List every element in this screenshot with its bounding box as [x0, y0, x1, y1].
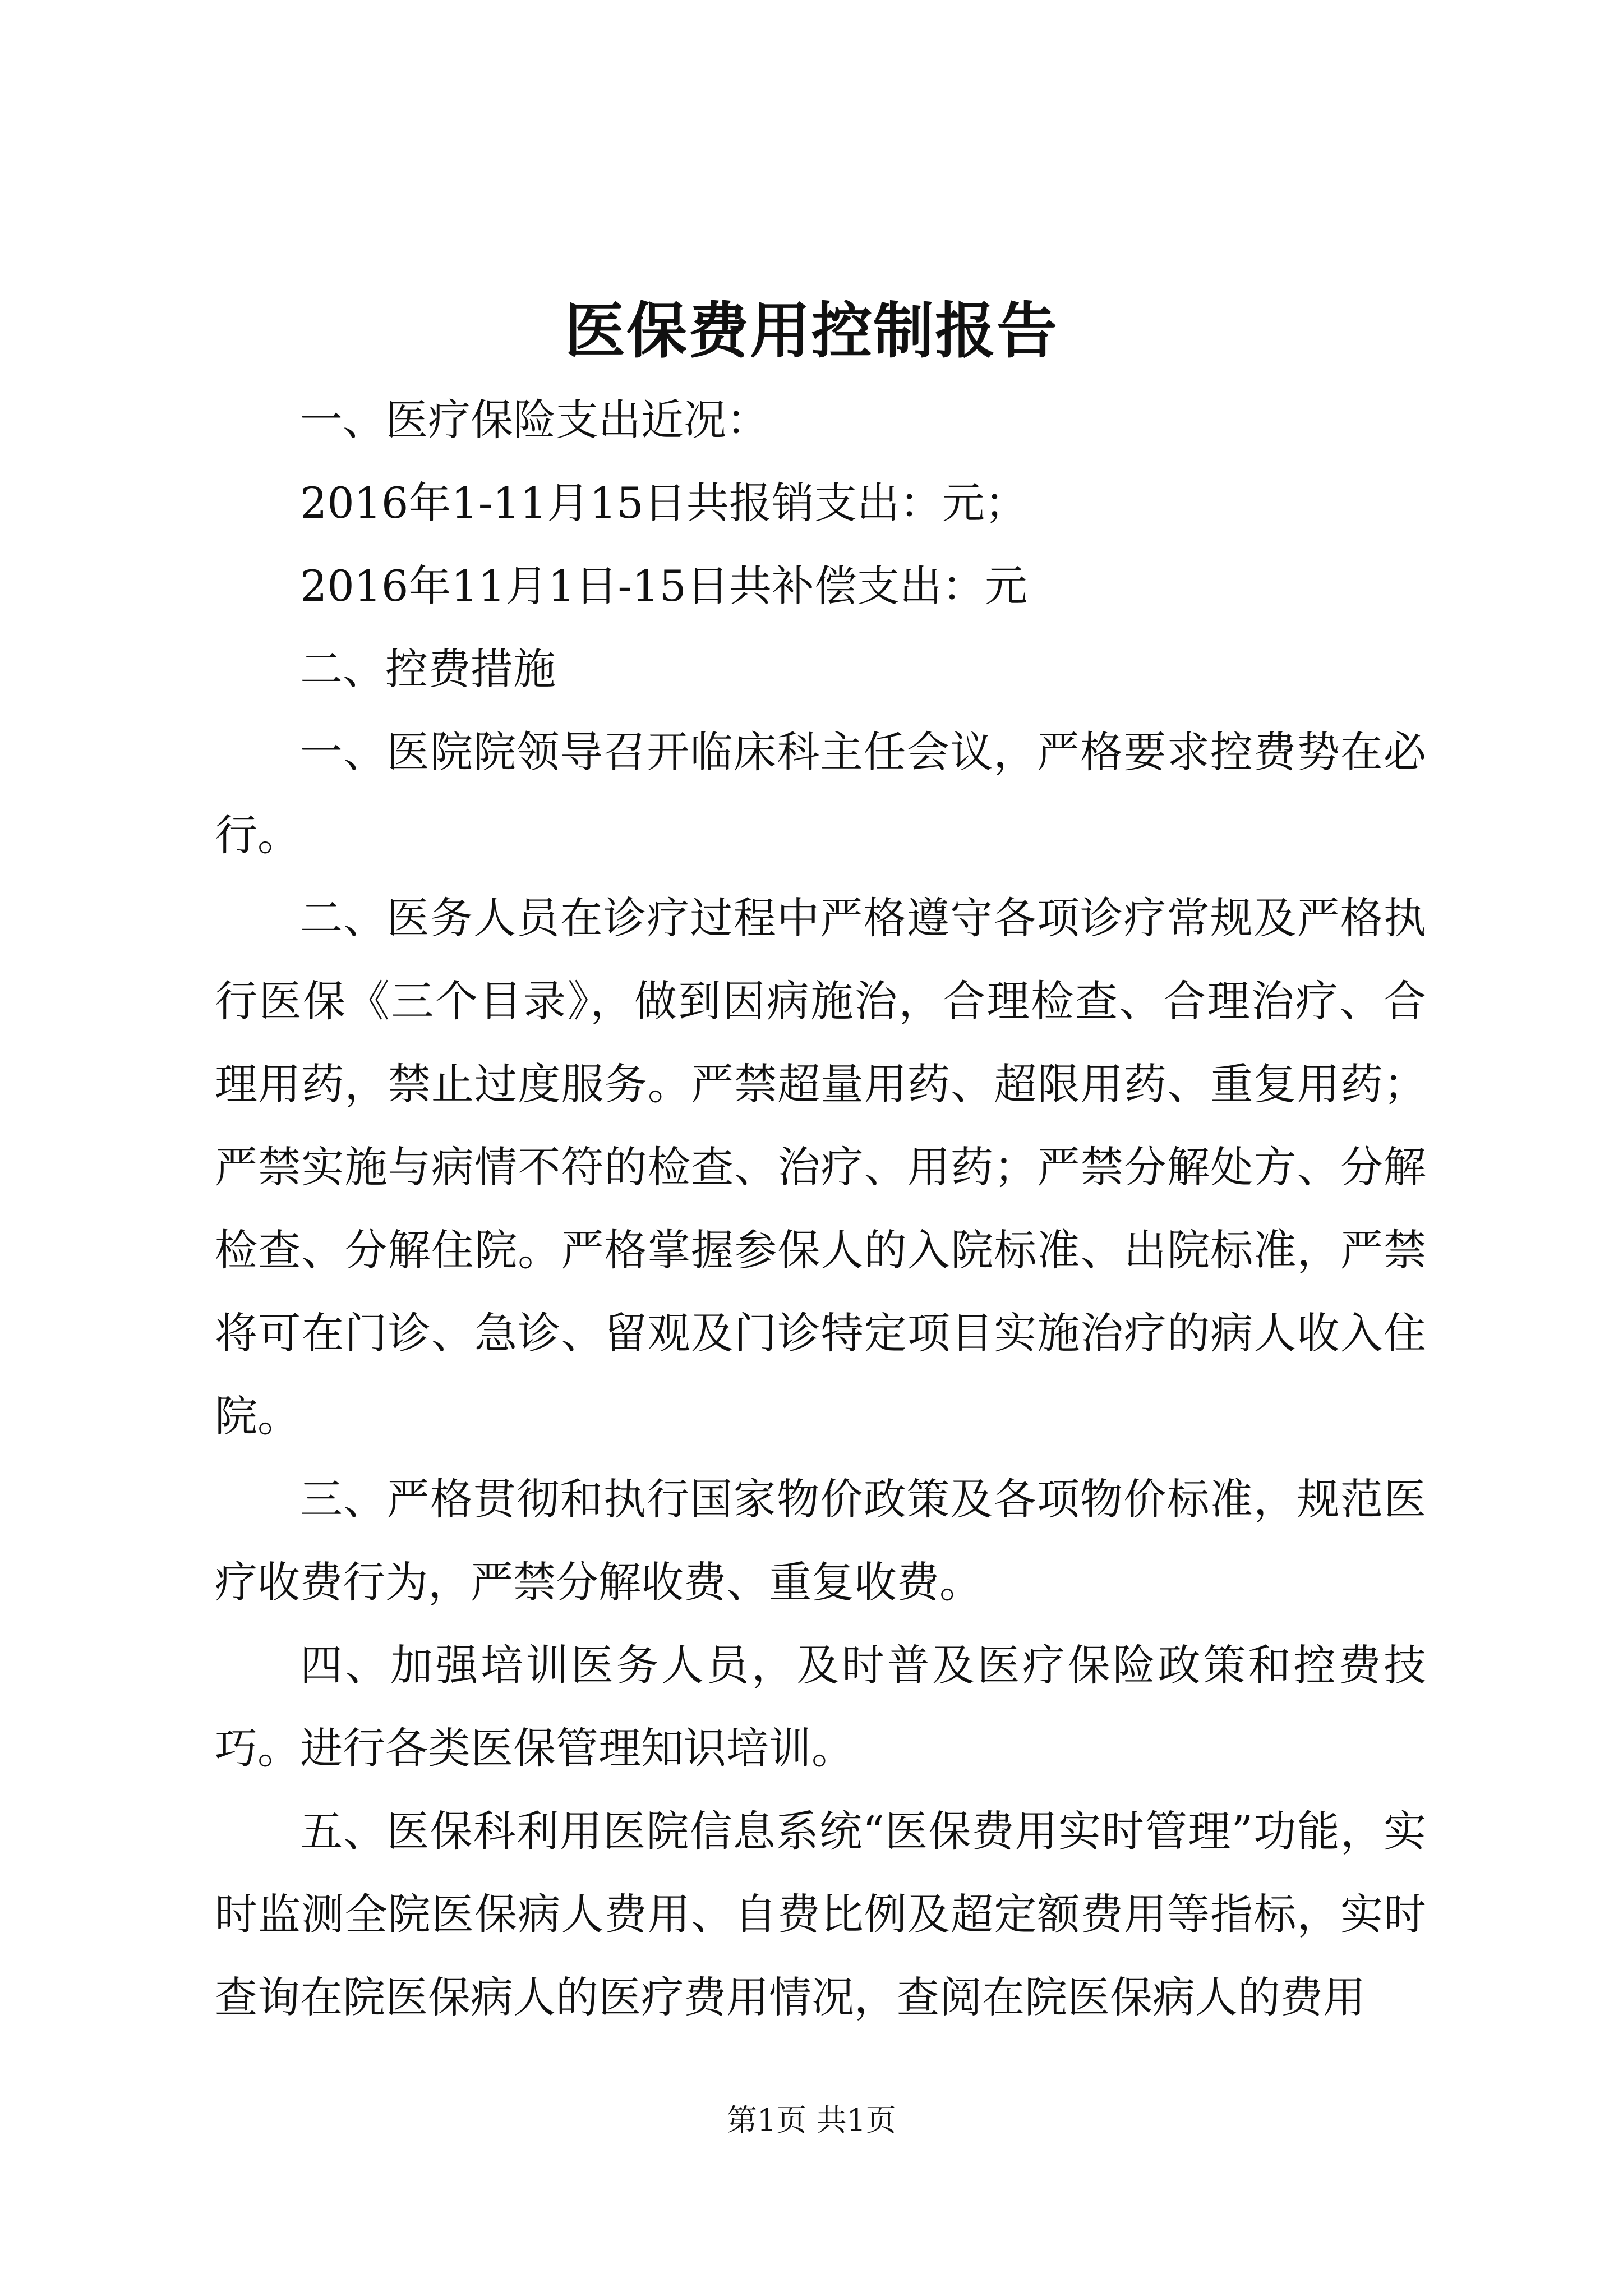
document-title: 医保费用控制报告: [564, 296, 1058, 366]
page-footer: 第1页 共1页: [727, 2102, 896, 2138]
measure-paragraph-1: 一、医院院领导召开临床科主任会议，严格要求控费势在必行。: [215, 727, 1426, 860]
expenditure-line-compensation: 2016年11月1日-15日共补偿支出：元: [300, 561, 1027, 611]
expenditure-line-reimbursement: 2016年1-11月15日共报销支出：元；: [300, 478, 1027, 528]
document-body: [215, 379, 1426, 2039]
measure-paragraph-5: 五、医保科利用医院信息系统“医保费用实时管理”功能，实时监测全院医保病人费用、自费比例及超定额费用等指标，实时查询在院医保病人的医疗费用情况，查阅在院医保病人的费用: [215, 1806, 1426, 2022]
section-heading-measures: 二、控费措施: [300, 644, 556, 694]
measure-paragraph-4: 四、加强培训医务人员，及时普及医疗保险政策和控费技巧。进行各类医保管理知识培训。: [215, 1640, 1426, 1773]
section-heading-expenditure: 一、医疗保险支出近况：: [300, 395, 769, 445]
measure-paragraph-3: 三、严格贯彻和执行国家物价政策及各项物价标准，规范医疗收费行为，严禁分解收费、重复收费。: [215, 1474, 1426, 1607]
measure-paragraph-2: 二、医务人员在诊疗过程中严格遵守各项诊疗常规及严格执行医保《三个目录》，做到因病施治，合理检查、合理治疗、合理用药，禁止过度服务。严禁超量用药、超限用药、重复用药；严禁实施与病情不符的检查、治疗、用药；严禁分解处方、分解检查、分解住院。严格掌握参保人的入院标准、出院标准，严禁将可在门诊、急诊、留观及门诊特定项目实施治疗的病人收入住院。: [215, 893, 1426, 1441]
